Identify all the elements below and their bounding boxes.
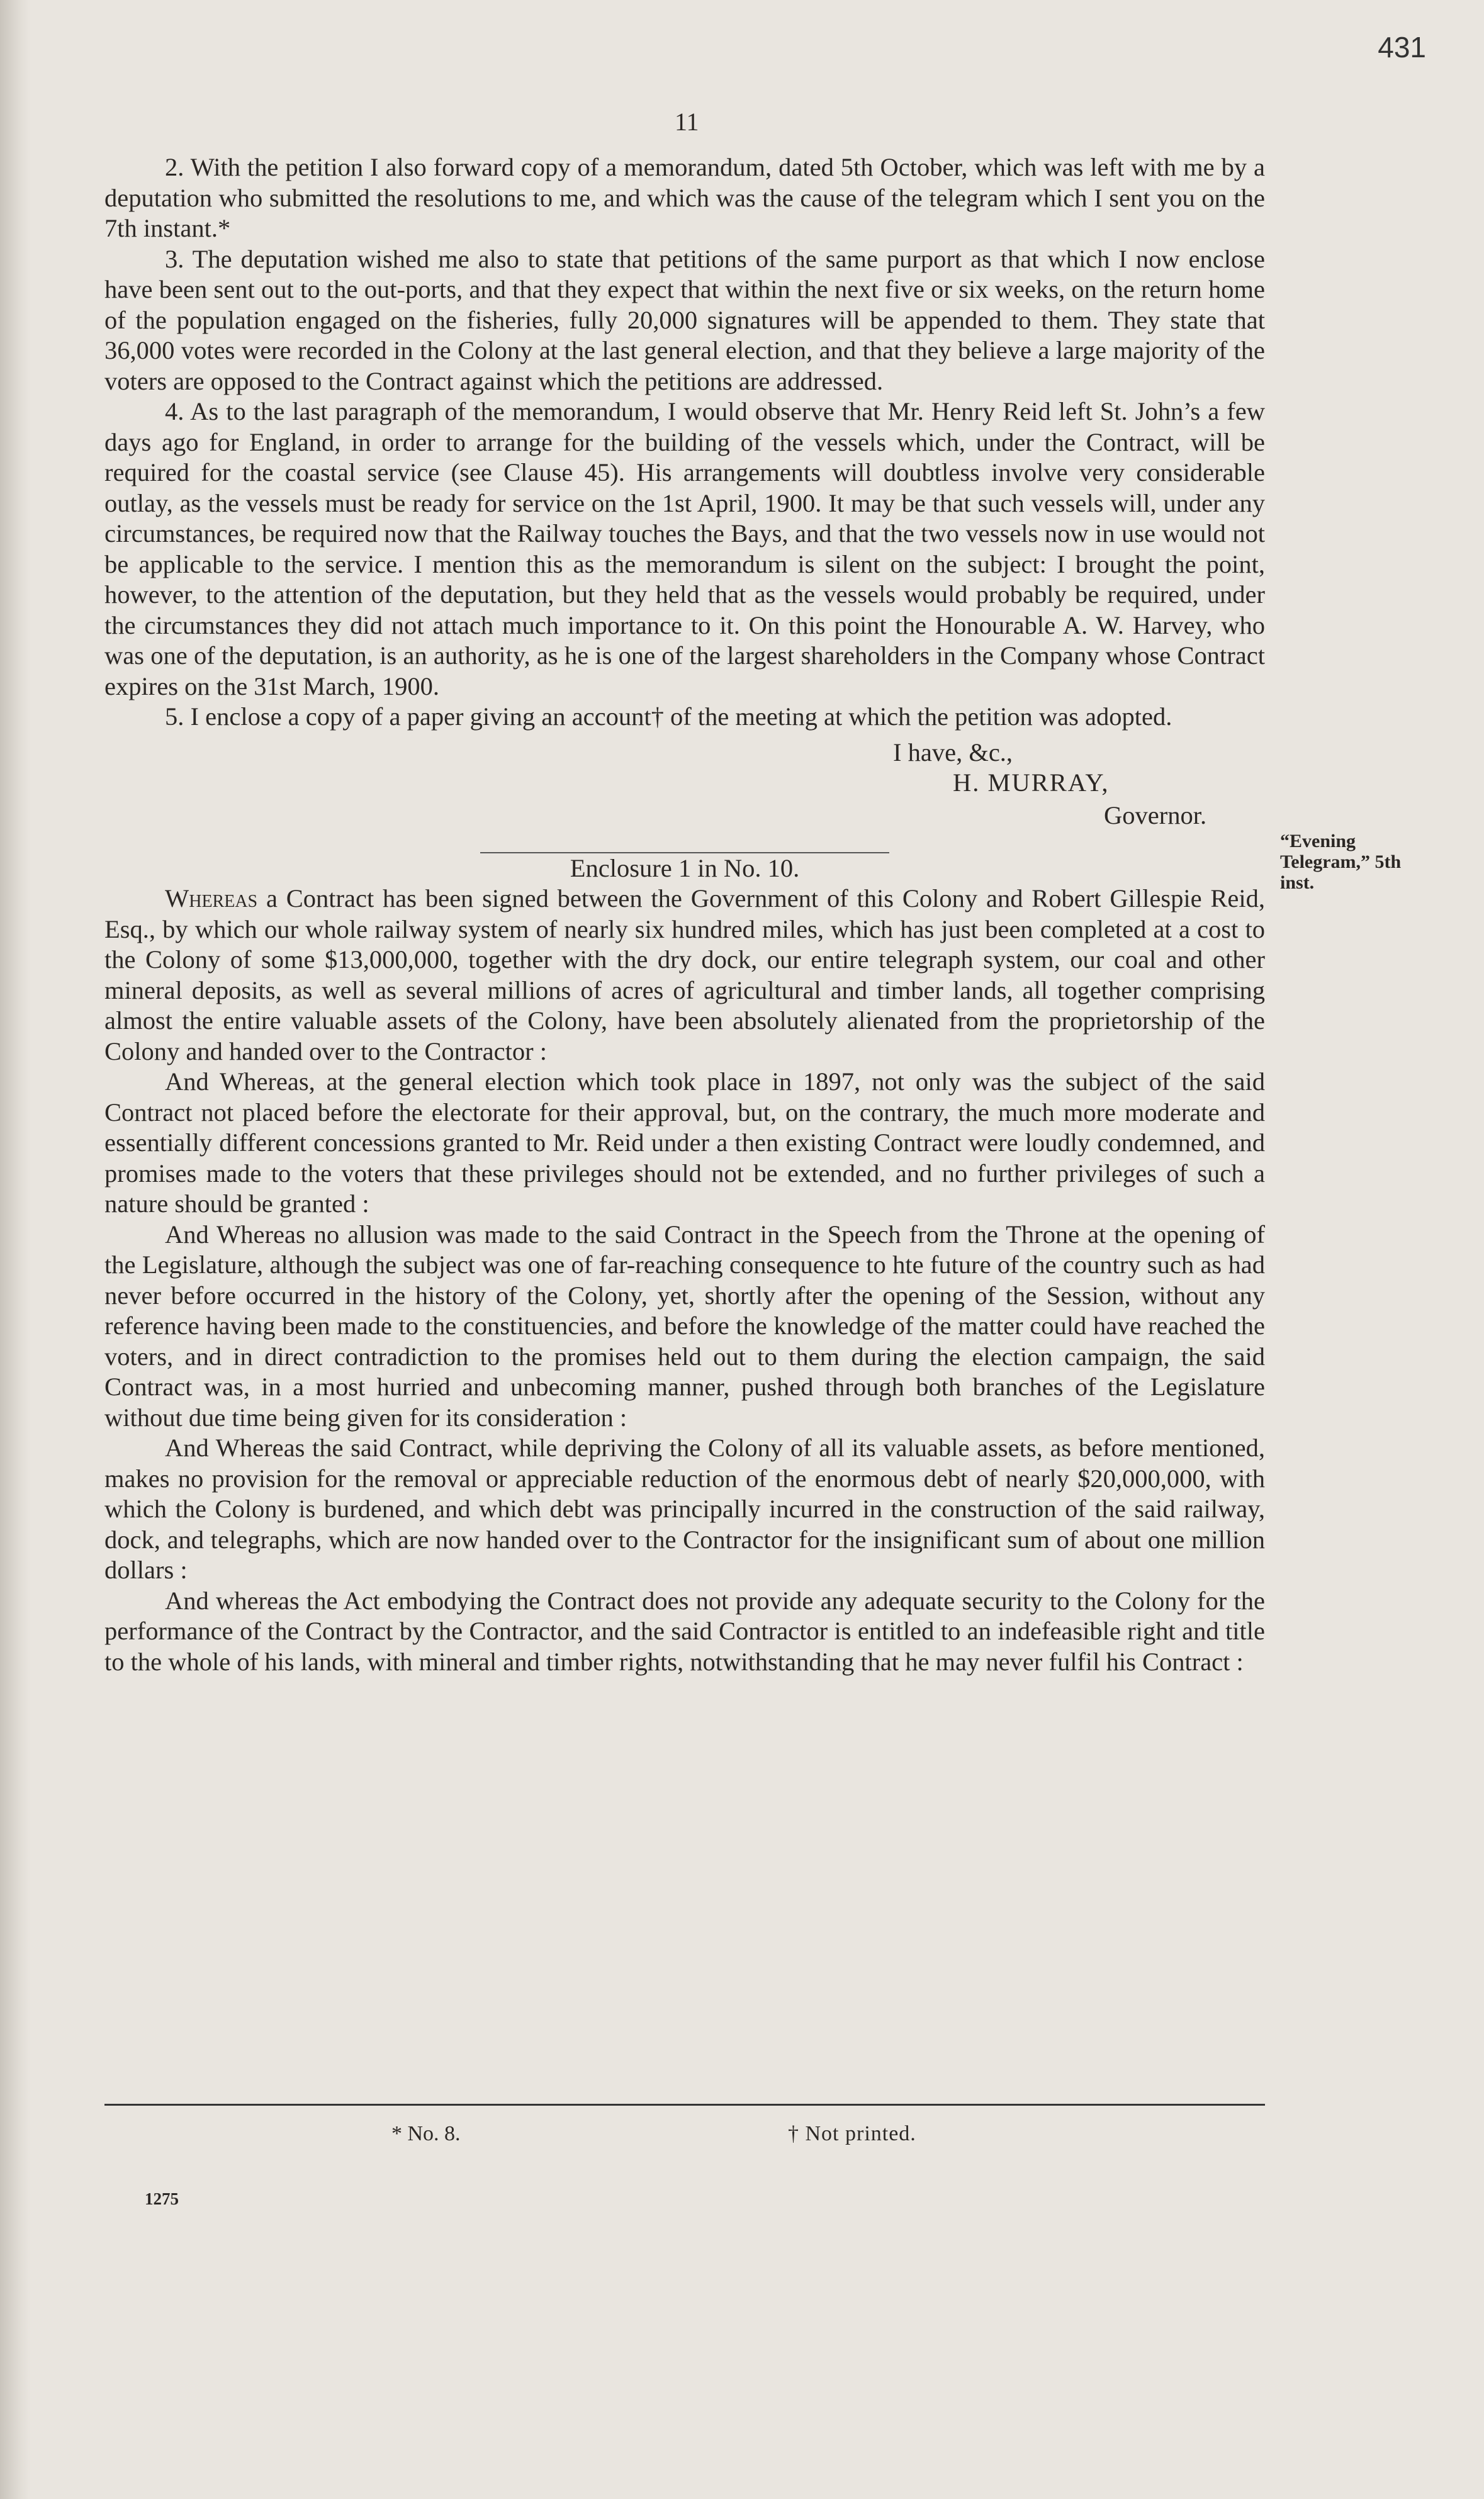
paragraph-2: 2. With the petition I also forward copy of a memorandum, dated 5th October, which was left with me by a deputation who submitted the resolutions to me, and which was the cause of the telegram which I sent you on the 7th instant.* bbox=[104, 153, 1265, 242]
footnote-rule bbox=[104, 2104, 1265, 2106]
paragraph-3: 3. The deputation wished me also to state that petitions of the same purport as that which I now enclose have been sent out to the out-ports, and that they expect that within the next five or six weeks, on the return home of the population engaged on the fisheries, fully 20,000 signatures will be appended to them. They state that 36,000 votes were recorded in the Colony at the last general election, and that they believe a large majority of the voters are opposed to the Contract against which the petitions are addressed. bbox=[104, 244, 1265, 395]
footnote-star: * No. 8. bbox=[391, 2122, 461, 2145]
paragraph-5: 5. I enclose a copy of a paper giving an account† of the meeting at which the petition was adopted. bbox=[165, 702, 1172, 731]
signature-closing: I have, &c., bbox=[893, 738, 1013, 767]
enclosure-paragraph-3: And Whereas no allusion was made to the said Contract in the Speech from the Throne at the opening of the Legislature, although the subject was one of far-reaching consequence to hte future of the country such as had never before occurred in the history of the Colony, yet, shortly after the opening of the Session, without any reference having been made to the constituencies, and before the knowledge of the matter could have reached the voters, and in direct contradiction to the promises held out to them during the election campaign, the said Contract was, in a most hurried and unbecoming manner, pushed through both branches of the Legislature without due time being given for its consideration : bbox=[104, 1220, 1265, 1432]
enclosure-first-word: Whereas bbox=[165, 884, 258, 913]
page-edge bbox=[0, 0, 30, 2499]
paragraph-4: 4. As to the last paragraph of the memorandum, I would observe that Mr. Henry Reid left St. John’s a few days ago for England, in order to arrange for the building of the vessels which, under the Contract, will be required for the coastal service (see Clause 45). His arrangements will doubtless involve very considerable outlay, as the vessels must be ready for service on the 1st April, 1900. It may be that such vessels will, under any circumstances, be required now that the Railway touches the Bays, and that the two vessels now in use would not be applicable to the service. I mention this as the memorandum is silent on the subject: I brought the point, however, to the attention of the deputation, but they held that as the vessels would probably be required, under the circumstances they did not attach much importance to it. On this point the Honourable A. W. Harvey, who was one of the deputation, is an authority, as he is one of the largest shareholders in the Company whose Contract expires on the 31st March, 1900. bbox=[104, 397, 1265, 700]
margin-note: “Evening Telegram,” 5th inst. bbox=[1280, 831, 1402, 893]
signature-block bbox=[104, 733, 1265, 852]
folio-number: 11 bbox=[675, 108, 699, 136]
footnote-dagger: † Not printed. bbox=[788, 2122, 916, 2145]
enclosure-paragraph-4: And Whereas the said Contract, while depriving the Colony of all its valuable assets, as before mentioned, makes no provision for the removal or appreciable reduction of the enormous debt of nearly $20,000,000, with which the Colony is burdened, and which debt was principally incurred in the construction of the said railway, dock, and telegraphs, which are now handed over to the Contractor for the insignificant sum of about one million dollars : bbox=[104, 1434, 1265, 1584]
enclosure-paragraph-1 bbox=[104, 884, 1265, 1067]
enclosure-paragraph-5: And whereas the Act embodying the Contract does not provide any adequate security to the Colony for the performance of the Contract by the Contractor, and the said Contractor is entitled to an indefeasible right and title to the whole of his lands, with mineral and timber rights, notwithstanding that he may never fulfil his Contract : bbox=[104, 1586, 1265, 1676]
signature-name: H. MURRAY, bbox=[953, 768, 1110, 797]
enclosure-paragraph-1-text: a Contract has been signed between the Government of this Colony and Robert Gillespie Reid, Esq., by which our whole railway system of nearly six hundred miles, which has just been completed at a cost to the Colony of some $13,000,000, together with the dry dock, our entire telegraph system, our coal and other mineral deposits, as well as several millions of acres of agricultural and timber lands, all together comprising almost the entire valuable assets of the Colony, have been absolutely alienated from the proprietorship of the Colony and handed over to the Contractor : bbox=[104, 884, 1265, 1065]
enclosure-paragraph-2: And Whereas, at the general election which took place in 1897, not only was the subject of the said Contract not placed before the electorate for their approval, but, on the contrary, the much more moderate and essentially different concessions granted to Mr. Reid under a then existing Contract were loudly condemned, and promises made to the voters that these privileges should not be extended, and no further privileges of such a nature should be granted : bbox=[104, 1067, 1265, 1218]
main-text-column bbox=[104, 152, 1265, 1677]
printer-code: 1275 bbox=[145, 2189, 179, 2208]
enclosure-title: Enclosure 1 in No. 10. bbox=[570, 853, 800, 882]
signature-title: Governor. bbox=[1104, 800, 1207, 829]
archive-page-number: 431 bbox=[1378, 31, 1426, 64]
